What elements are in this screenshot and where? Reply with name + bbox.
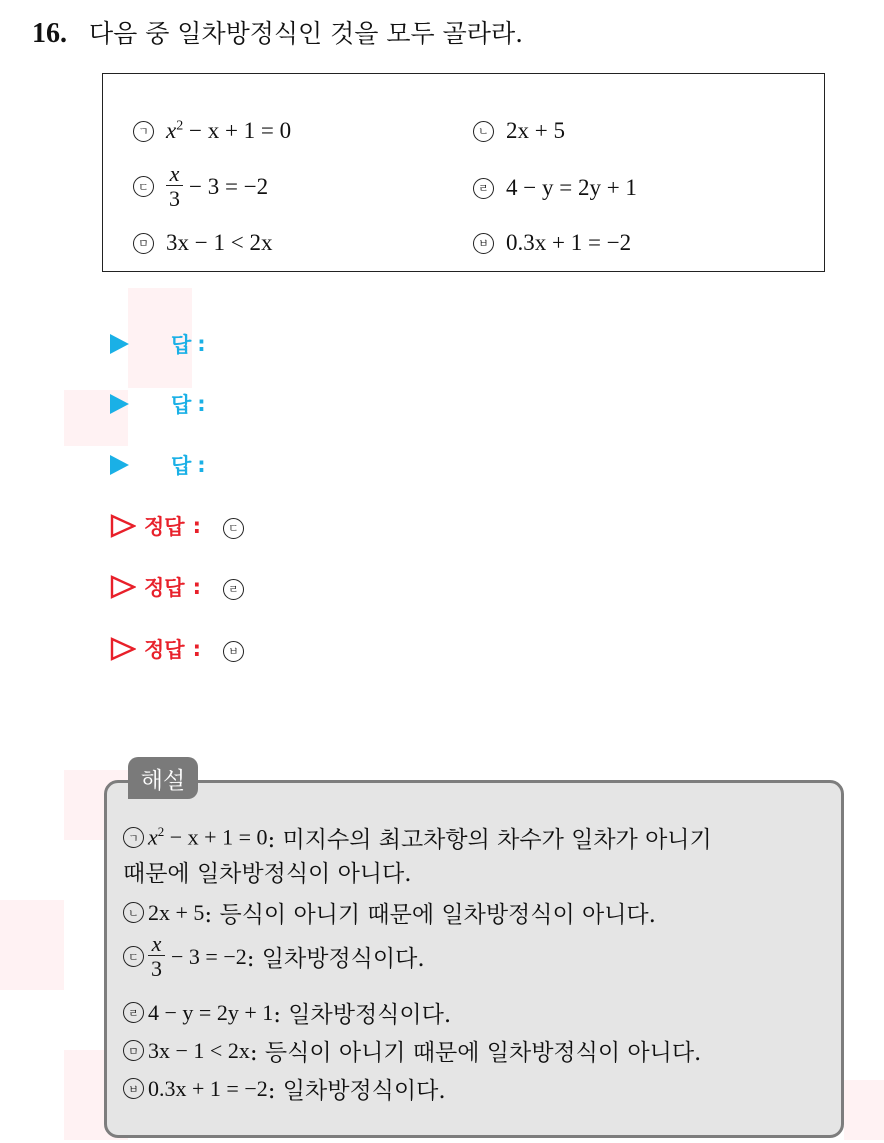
choice-1 (133, 118, 291, 144)
fraction: $\frac{x}{3}$ (166, 163, 183, 210)
background-decoration (0, 900, 64, 990)
correct-label: 정답 (144, 576, 185, 600)
question-heading (32, 14, 523, 50)
correct-value: ㅂ (223, 636, 244, 662)
outline-triangle-icon (110, 637, 136, 661)
explanation-line-3: ㄴ 2x + 5 : 등식이 아니기 때문에 일차방정식이 아니다. (123, 896, 656, 929)
correct-colon: : (192, 575, 201, 599)
marker-circle: ㄱ (133, 121, 154, 142)
question-text: 다음 중 일차방정식인 것을 모두 골라라. (88, 19, 524, 48)
choice-2 (473, 118, 565, 144)
marker-circle: ㅂ (473, 233, 494, 254)
answer-row-2 (110, 389, 206, 419)
explanation-tag: 해설 (128, 757, 198, 799)
fraction: $\frac{x}{3}$ (148, 933, 165, 980)
choices-box (102, 73, 825, 272)
marker-circle: ㄹ (473, 178, 494, 199)
correct-value: ㄷ (223, 513, 244, 539)
choice-expression: 4 − y = 2y + 1 (506, 175, 637, 200)
correct-row-2 (110, 572, 244, 602)
choice-expression: 3x − 1 < 2x (166, 230, 273, 255)
marker-circle: ㄴ (473, 121, 494, 142)
explanation-line-4: ㄷ $\frac{x}{3}$ − 3 = −2 : 일차방정식이다. (123, 933, 425, 980)
answer-row-3 (110, 450, 206, 480)
explanation-line-5: ㄹ 4 − y = 2y + 1 : 일차방정식이다. (123, 996, 451, 1029)
question-number: 16. (32, 18, 67, 49)
correct-label: 정답 (144, 638, 185, 662)
play-triangle-icon (110, 394, 129, 414)
choice-5 (133, 230, 272, 256)
answer-label: 답 (171, 454, 192, 478)
correct-row-1 (110, 511, 244, 541)
play-triangle-icon (110, 455, 129, 475)
choice-6 (473, 230, 631, 256)
answer-colon: : (197, 332, 206, 356)
explanation-line-7: ㅂ 0.3x + 1 = −2 : 일차방정식이다. (123, 1072, 446, 1105)
choice-4 (473, 175, 637, 201)
outline-triangle-icon (110, 514, 136, 538)
answer-label: 답 (171, 333, 192, 357)
choice-expression: − 3 = −2 (189, 173, 269, 199)
correct-value: ㄹ (223, 574, 244, 600)
play-triangle-icon (110, 334, 129, 354)
correct-label: 정답 (144, 515, 185, 539)
explanation-box (104, 780, 844, 1138)
answer-colon: : (197, 392, 206, 416)
answer-label: 답 (171, 393, 192, 417)
answer-colon: : (197, 453, 206, 477)
answer-row-1 (110, 329, 206, 359)
background-decoration (844, 1080, 884, 1140)
correct-colon: : (192, 637, 201, 661)
choice-3 (133, 163, 268, 210)
explanation-line-6: ㅁ 3x − 1 < 2x : 등식이 아니기 때문에 일차방정식이 아니다. (123, 1034, 701, 1067)
marker-circle: ㅁ (133, 233, 154, 254)
correct-row-3 (110, 634, 244, 664)
explanation-line-2: 때문에 일차방정식이 아니다. (123, 861, 412, 887)
correct-colon: : (192, 514, 201, 538)
choice-expression: 2x + 5 (506, 118, 565, 143)
explanation-line-1: ㄱ $x^2 - x + 1 = 0$ : 미지수의 최고차항의 차수가 일차가 아니기 (123, 821, 712, 854)
marker-circle: ㄷ (133, 176, 154, 197)
choice-expression: 0.3x + 1 = −2 (506, 230, 632, 255)
choice-expression: $x^2 - x + 1 = 0$ (166, 118, 292, 143)
outline-triangle-icon (110, 575, 136, 599)
